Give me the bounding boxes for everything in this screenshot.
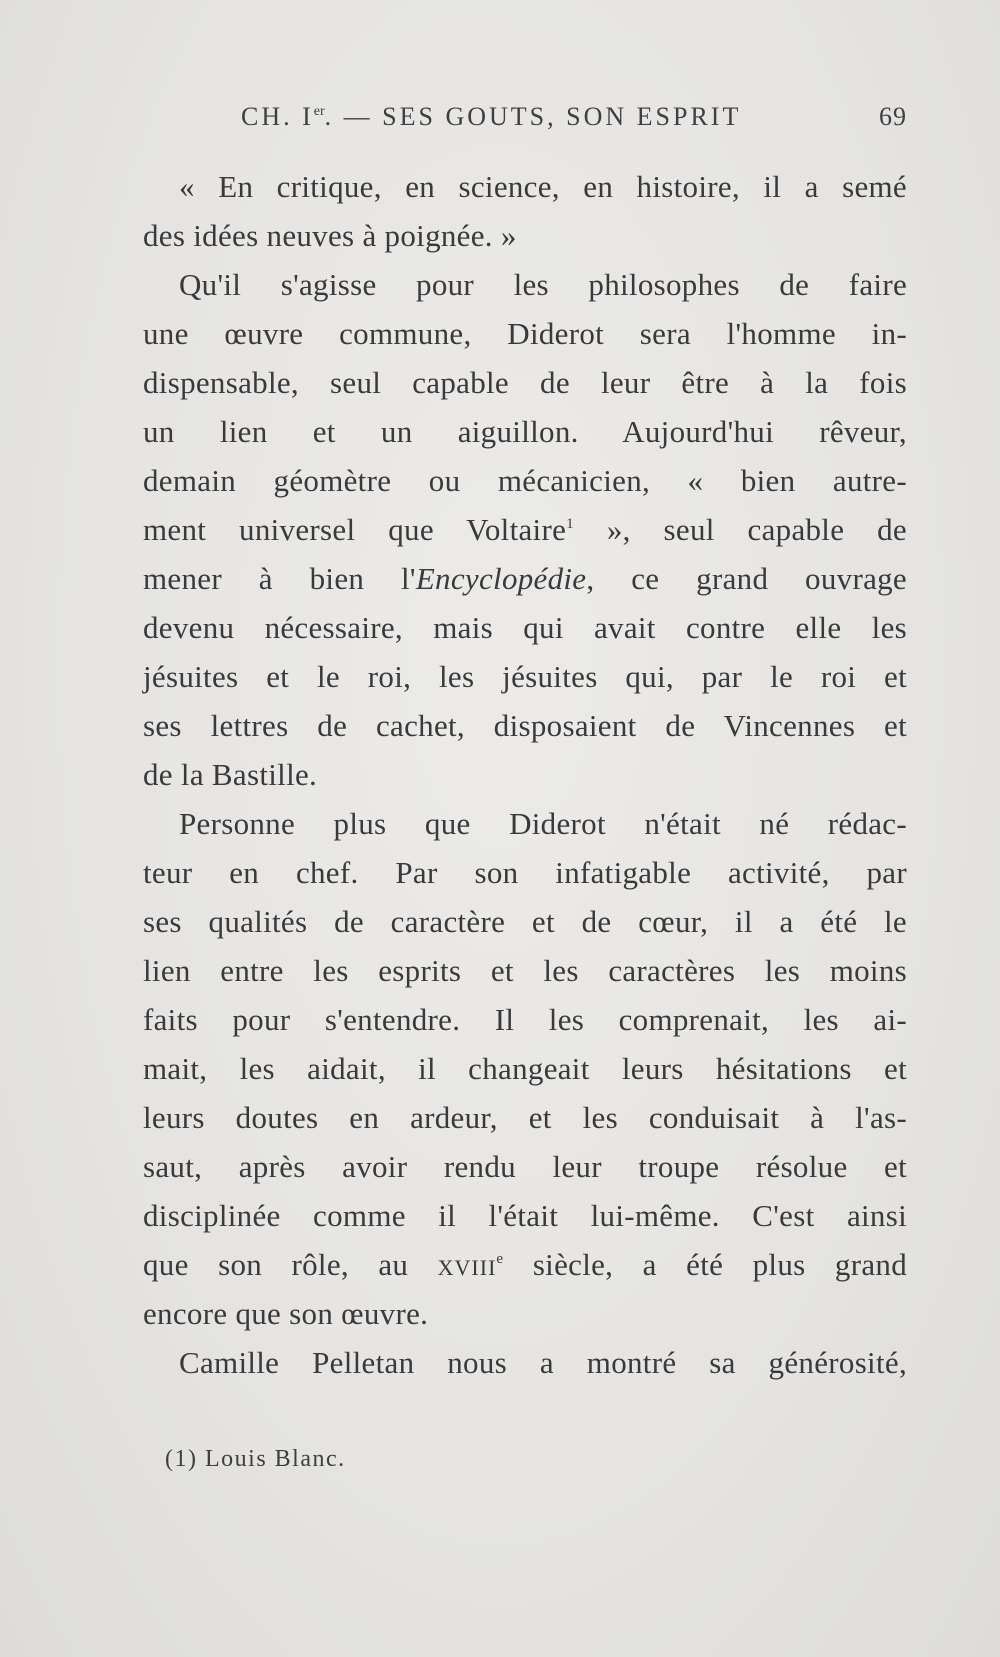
line-segment: mener à bien l' — [143, 561, 416, 596]
text-line — [143, 505, 907, 554]
text-line: devenu nécessaire, mais qui avait contre elle les — [143, 610, 907, 645]
text-line: « En critique, en science, en histoire, il a semé — [179, 169, 907, 204]
body-text — [143, 162, 907, 1387]
footnote-ref: 1 — [566, 516, 574, 532]
line-segment: », seul capable de — [573, 512, 907, 547]
text-line: disciplinée comme il l'était lui-même. C'est ainsi — [143, 1198, 907, 1233]
text-line: dispensable, seul capable de leur être à la fois — [143, 365, 907, 400]
text-line — [143, 1240, 907, 1289]
text-line: saut, après avoir rendu leur troupe résolue et — [143, 1149, 907, 1184]
text-line: une œuvre commune, Diderot sera l'homme in- — [143, 316, 907, 351]
text-line: Personne plus que Diderot n'était né rédac- — [179, 806, 907, 841]
text-line: faits pour s'entendre. Il les comprenait, les ai- — [143, 1002, 907, 1037]
text-line: encore que son œuvre. — [143, 1296, 429, 1331]
line-segment: siècle, a été plus grand — [503, 1247, 907, 1282]
text-line: jésuites et le roi, les jésuites qui, par le roi et — [143, 659, 907, 694]
footnote: (1) Louis Blanc. — [165, 1446, 346, 1472]
text-line: teur en chef. Par son infatigable activité, par — [143, 855, 907, 890]
page-number: 69 — [879, 102, 907, 131]
running-title: CH. Ier. — SES GOUTS, SON ESPRIT — [241, 102, 742, 131]
century-superscript: e — [496, 1251, 504, 1267]
line-segment: ment universel que Voltaire — [143, 512, 567, 547]
text-line: mait, les aidait, il changeait leurs hésitations et — [143, 1051, 907, 1086]
small-caps-century: XVIII — [437, 1255, 497, 1280]
italic-title: Encyclopédie — [415, 561, 587, 596]
text-line: ses lettres de cachet, disposaient de Vincennes et — [143, 708, 907, 743]
text-line: Qu'il s'agisse pour les philosophes de faire — [179, 267, 907, 302]
text-line: leurs doutes en ardeur, et les conduisait à l'as- — [143, 1100, 907, 1135]
text-line: lien entre les esprits et les caractères les moins — [143, 953, 907, 988]
text-line: Camille Pelletan nous a montré sa générosité, — [179, 1345, 907, 1380]
running-head — [143, 102, 907, 136]
text-line — [143, 554, 907, 603]
text-line: ses qualités de caractère et de cœur, il a été le — [143, 904, 907, 939]
text-line: un lien et un aiguillon. Aujourd'hui rêveur, — [143, 414, 907, 449]
text-line: des idées neuves à poignée. » — [143, 218, 517, 253]
text-line: de la Bastille. — [143, 757, 318, 792]
line-segment: que son rôle, au — [143, 1247, 438, 1282]
line-segment: , ce grand ouvrage — [586, 561, 907, 596]
text-line: demain géomètre ou mécanicien, « bien autre- — [143, 463, 907, 498]
